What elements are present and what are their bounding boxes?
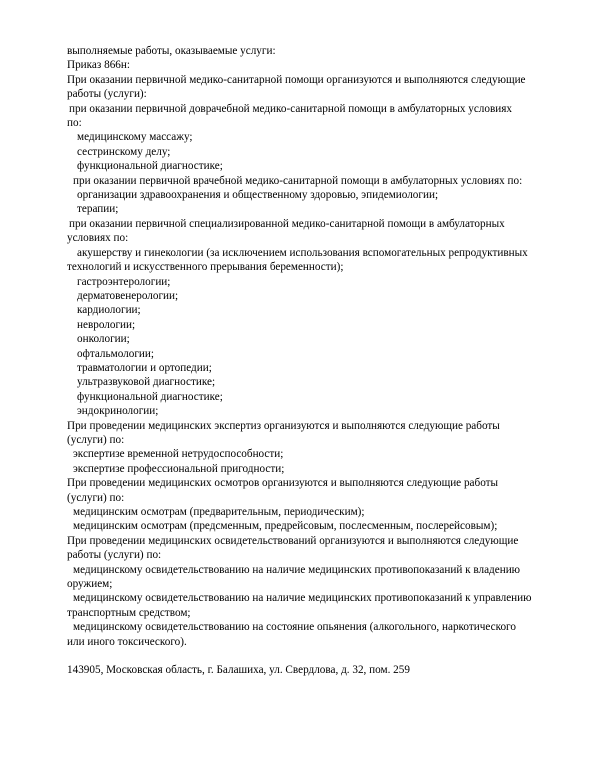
doc-line: терапии; <box>77 203 119 216</box>
doc-line: медицинскому массажу; <box>77 131 193 144</box>
doc-line: технологий и искусственного прерывания беременности); <box>67 261 344 274</box>
doc-line: травматологии и ортопедии; <box>77 361 212 374</box>
doc-line: неврологии; <box>77 318 136 331</box>
address-line: 143905, Московская область, г. Балашиха, ул. Свердлова, д. 32, пом. 259 <box>67 664 410 677</box>
doc-line: акушерству и гинекологии (за исключением использования вспомогательных репродуктивных <box>77 246 528 259</box>
doc-line: функциональной диагностике; <box>77 390 223 403</box>
doc-line: ультразвуковой диагностике; <box>77 376 216 389</box>
doc-line: сестринскому делу; <box>77 145 171 158</box>
doc-line: При проведении медицинских освидетельствований организуются и выполняются следующие <box>67 534 519 547</box>
doc-line: при оказании первичной специализированной медико-санитарной помощи в амбулаторных <box>69 217 505 230</box>
doc-line: выполняемые работы, оказываемые услуги: <box>67 45 276 57</box>
doc-line: медицинскому освидетельствованию на наличие медицинских противопоказаний к владению <box>73 563 521 576</box>
doc-line: при оказании первичной врачебной медико-санитарной помощи в амбулаторных условиях по: <box>73 174 523 187</box>
doc-line: медицинскому освидетельствованию на состояние опьянения (алкогольного, наркотического <box>73 621 516 634</box>
doc-line: экспертизе профессиональной пригодности; <box>73 462 285 475</box>
paragraph-gap <box>67 649 567 663</box>
doc-line: организации здравоохранения и общественному здоровью, эпидемиологии; <box>77 189 439 202</box>
doc-line: (услуги) по: <box>67 433 125 446</box>
doc-line: При оказании первичной медико-санитарной помощи организуются и выполняются следующие <box>67 73 526 86</box>
doc-line: офтальмологии; <box>77 347 154 360</box>
doc-line: экспертизе временной нетрудоспособности; <box>73 448 284 461</box>
doc-line: транспортным средством; <box>67 606 191 619</box>
document-body <box>67 44 567 677</box>
doc-line: При проведении медицинских осмотров организуются и выполняются следующие работы <box>67 477 499 490</box>
doc-line: дерматовенерологии; <box>77 289 179 302</box>
doc-line: онкологии; <box>77 333 130 346</box>
doc-line: эндокринологии; <box>77 405 159 418</box>
doc-line: функциональной диагностике; <box>77 160 223 173</box>
doc-line: по: <box>67 117 82 130</box>
doc-line: При проведении медицинских экспертиз организуются и выполняются следующие работы <box>67 419 500 432</box>
doc-line: медицинским осмотрам (предсменным, предрейсовым, послесменным, послерейсовым); <box>73 520 498 533</box>
doc-line: оружием; <box>67 578 113 591</box>
doc-line: гастроэнтерологии; <box>77 275 171 288</box>
doc-line: Приказ 866н: <box>67 59 130 72</box>
doc-line: условиях по: <box>67 232 129 245</box>
doc-line: медицинскому освидетельствованию на наличие медицинских противопоказаний к управлению <box>73 592 532 605</box>
doc-line: при оказании первичной доврачебной медико-санитарной помощи в амбулаторных условиях <box>69 102 512 115</box>
doc-line: или иного токсического). <box>67 635 187 648</box>
doc-line: кардиологии; <box>77 304 141 317</box>
doc-line: работы (услуги) по: <box>67 549 162 562</box>
doc-line: (услуги) по: <box>67 491 125 504</box>
doc-line: работы (услуги): <box>67 88 147 101</box>
doc-line: медицинским осмотрам (предварительным, периодическим); <box>73 506 365 518</box>
